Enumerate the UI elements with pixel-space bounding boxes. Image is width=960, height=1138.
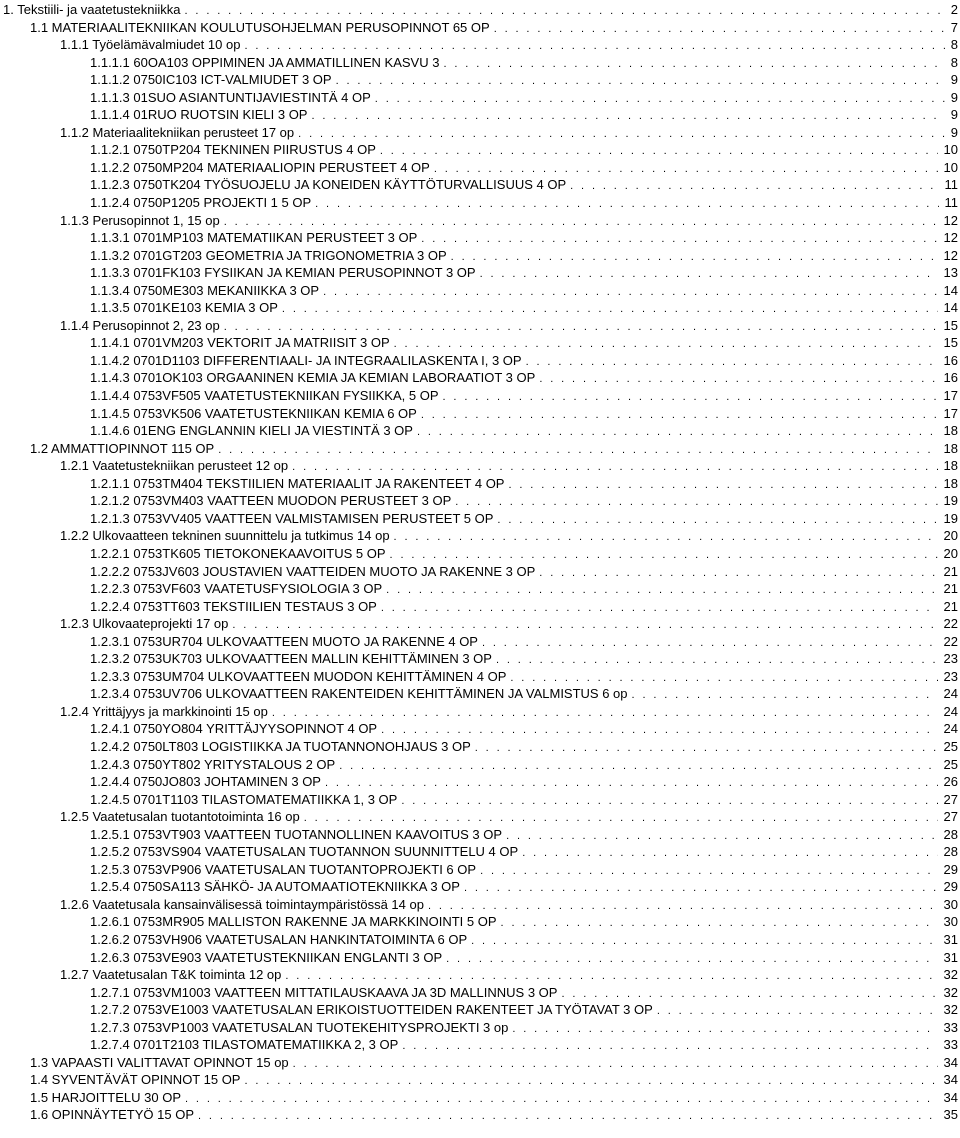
toc-dot-leader <box>539 371 937 387</box>
toc-entry-page-number: 28 <box>943 844 958 860</box>
toc-entry-page-number: 30 <box>943 914 958 930</box>
toc-entry-page-number: 9 <box>950 107 958 123</box>
toc-entry-page-number: 34 <box>943 1089 958 1105</box>
toc-entry-title: 1.1.2.3 0750TK204 TYÖSUOJELU JA KONEIDEN KÄYTTÖTURVALLISUUS 4 OP <box>90 177 567 193</box>
toc-dot-leader <box>446 951 937 967</box>
toc-entry-page-number: 17 <box>943 405 958 421</box>
toc-entry-title: 1.1.4.1 0701VM203 VEKTORIT JA MATRIISIT 3 OP <box>90 335 390 351</box>
toc-entry[interactable] <box>0 668 960 686</box>
toc-dot-leader <box>381 722 937 738</box>
toc-entry-page-number: 24 <box>943 703 958 719</box>
toc-entry-title: 1.1.3.4 0750ME303 MEKANIIKKA 3 OP <box>90 282 320 298</box>
toc-entry-title: 1.2.2 Ulkovaatteen tekninen suunnittelu ja tutkimus 14 op <box>60 528 390 544</box>
toc-dot-leader <box>293 1056 938 1072</box>
toc-dot-leader <box>561 986 937 1002</box>
toc-dot-leader <box>402 1038 937 1054</box>
toc-entry-title: 1.1.4.6 01ENG ENGLANNIN KIELI JA VIESTINTÄ 3 OP <box>90 423 413 439</box>
toc-entry-page-number: 12 <box>943 230 958 246</box>
toc-dot-leader <box>501 915 938 931</box>
toc-entry[interactable] <box>0 124 960 142</box>
toc-entry[interactable] <box>0 1036 960 1054</box>
toc-entry-page-number: 29 <box>943 861 958 877</box>
toc-entry-page-number: 9 <box>950 89 958 105</box>
toc-entry-page-number: 19 <box>943 493 958 509</box>
toc-entry-page-number: 8 <box>950 54 958 70</box>
toc-entry-page-number: 24 <box>943 721 958 737</box>
toc-entry[interactable] <box>0 598 960 616</box>
toc-dot-leader <box>632 687 938 703</box>
toc-dot-leader <box>401 793 937 809</box>
toc-dot-leader <box>443 389 938 405</box>
toc-entry[interactable] <box>0 1019 960 1037</box>
toc-dot-leader <box>570 178 938 194</box>
toc-dot-leader <box>339 758 937 774</box>
toc-entry-page-number: 17 <box>943 388 958 404</box>
toc-entry[interactable] <box>0 615 960 633</box>
toc-entry[interactable] <box>0 212 960 230</box>
toc-entry-page-number: 18 <box>943 440 958 456</box>
toc-entry[interactable] <box>0 720 960 738</box>
toc-dot-leader <box>482 635 938 651</box>
toc-entry-page-number: 31 <box>943 931 958 947</box>
toc-dot-leader <box>475 740 938 756</box>
toc-entry[interactable] <box>0 475 960 493</box>
toc-entry[interactable] <box>0 387 960 405</box>
toc-entry[interactable] <box>0 229 960 247</box>
toc-entry[interactable] <box>0 984 960 1002</box>
toc-dot-leader <box>336 73 945 89</box>
toc-dot-leader <box>539 565 937 581</box>
toc-dot-leader <box>381 600 938 616</box>
toc-entry[interactable] <box>0 1054 960 1072</box>
toc-entry-page-number: 11 <box>944 177 958 193</box>
toc-entry-title: 1.2.3.4 0753UV706 ULKOVAATTEEN RAKENTEIDEN KEHITTÄMINEN JA VALMISTUS 6 op <box>90 686 628 702</box>
toc-dot-leader <box>380 143 938 159</box>
toc-dot-leader <box>421 231 937 247</box>
toc-entry-page-number: 15 <box>943 335 958 351</box>
toc-entry-title: 1.1.2.1 0750TP204 TEKNINEN PIIRUSTUS 4 OP <box>90 142 376 158</box>
toc-entry-title: 1.2.7 Vaatetusalan T&K toiminta 12 op <box>60 967 282 983</box>
toc-entry-title: 1.1.3.1 0701MP103 MATEMATIIKAN PERUSTEET 3 OP <box>90 230 418 246</box>
toc-entry-page-number: 25 <box>943 756 958 772</box>
toc-entry-title: 1.1.1.3 01SUO ASIANTUNTIJAVIESTINTÄ 4 OP <box>90 89 371 105</box>
toc-entry-page-number: 29 <box>943 879 958 895</box>
toc-entry-title: 1.1.3.5 0701KE103 KEMIA 3 OP <box>90 300 278 316</box>
toc-dot-leader <box>428 898 938 914</box>
toc-entry[interactable] <box>0 545 960 563</box>
toc-entry[interactable] <box>0 861 960 879</box>
toc-entry-title: 1. Tekstiili- ja vaatetustekniikka <box>3 2 181 17</box>
toc-entry-page-number: 18 <box>943 423 958 439</box>
toc-entry-page-number: 20 <box>943 528 958 544</box>
toc-entry-title: 1.2.1.2 0753VM403 VAATTEEN MUODON PERUSTEET 3 OP <box>90 493 452 509</box>
toc-dot-leader <box>471 933 937 949</box>
toc-dot-leader <box>298 126 945 142</box>
toc-entry-page-number: 15 <box>943 317 958 333</box>
toc-entry[interactable] <box>0 773 960 791</box>
toc-dot-leader <box>417 424 938 440</box>
toc-dot-leader <box>285 968 937 984</box>
toc-dot-leader <box>292 459 937 475</box>
toc-entry[interactable] <box>0 457 960 475</box>
toc-entry[interactable] <box>0 966 960 984</box>
toc-entry[interactable] <box>0 36 960 54</box>
toc-entry[interactable] <box>0 440 960 458</box>
toc-dot-leader <box>394 529 938 545</box>
toc-entry[interactable] <box>0 422 960 440</box>
toc-entry[interactable] <box>0 71 960 89</box>
toc-entry-page-number: 27 <box>943 791 958 807</box>
toc-dot-leader <box>375 91 945 107</box>
toc-entry[interactable] <box>0 369 960 387</box>
toc-entry-page-number: 24 <box>943 686 958 702</box>
toc-dot-leader <box>494 21 945 37</box>
toc-entry-title: 1.2.3.3 0753UM704 ULKOVAATTEEN MUODON KEHITTÄMINEN 4 OP <box>90 668 507 684</box>
toc-entry[interactable] <box>0 826 960 844</box>
toc-dot-leader <box>455 494 937 510</box>
toc-entry-title: 1.2.5.1 0753VT903 VAATTEEN TUOTANNOLLINEN KAAVOITUS 3 OP <box>90 826 503 842</box>
toc-dot-leader <box>282 301 938 317</box>
toc-entry[interactable] <box>0 176 960 194</box>
toc-entry-title: 1.2.1.3 0753VV405 VAATTEEN VALMISTAMISEN PERUSTEET 5 OP <box>90 510 494 526</box>
toc-entry[interactable] <box>0 808 960 826</box>
toc-dot-leader <box>325 775 938 791</box>
toc-entry[interactable] <box>0 1 960 19</box>
toc-entry-title: 1.1.3.2 0701GT203 GEOMETRIA JA TRIGONOMETRIA 3 OP <box>90 247 447 263</box>
toc-dot-leader <box>522 845 937 861</box>
toc-entry-title: 1.1.4.5 0753VK506 VAATETUSTEKNIIKAN KEMIA 6 OP <box>90 405 417 421</box>
toc-entry-title: 1.2.4 Yrittäjyys ja markkinointi 15 op <box>60 703 268 719</box>
toc-entry-title: 1.1.2.4 0750P1205 PROJEKTI 1 5 OP <box>90 195 312 211</box>
toc-entry-title: 1.2.5.2 0753VS904 VAATETUSALAN TUOTANNON SUUNNITTELU 4 OP <box>90 844 519 860</box>
toc-entry[interactable] <box>0 931 960 949</box>
toc-entry-page-number: 13 <box>943 265 958 281</box>
toc-entry-page-number: 9 <box>950 124 958 140</box>
toc-entry-page-number: 14 <box>943 282 958 298</box>
toc-entry-title: 1.2.7.2 0753VE1003 VAATETUSALAN ERIKOISTUOTTEIDEN RAKENTEET JA TYÖTAVAT 3 OP <box>90 1002 653 1018</box>
toc-entry[interactable] <box>0 527 960 545</box>
toc-entry[interactable] <box>0 19 960 37</box>
toc-entry-page-number: 25 <box>943 738 958 754</box>
toc-entry-page-number: 19 <box>943 510 958 526</box>
toc-dot-leader <box>657 1003 938 1019</box>
toc-entry-page-number: 32 <box>943 967 958 983</box>
toc-dot-leader <box>480 266 938 282</box>
toc-entry-title: 1.2.5.3 0753VP906 VAATETUSALAN TUOTANTOPROJEKTI 6 OP <box>90 861 477 877</box>
toc-dot-leader <box>315 196 938 212</box>
toc-dot-leader <box>434 161 938 177</box>
toc-entry-page-number: 2 <box>950 2 958 17</box>
toc-dot-leader <box>198 1108 938 1124</box>
toc-entry-page-number: 31 <box>943 949 958 965</box>
toc-entry[interactable] <box>0 106 960 124</box>
toc-dot-leader <box>232 617 937 633</box>
toc-entry-title: 1.2.6.2 0753VH906 VAATETUSALAN HANKINTATOIMINTA 6 OP <box>90 931 468 947</box>
toc-entry-title: 1.2.3.2 0753UK703 ULKOVAATTEEN MALLIN KEHITTÄMINEN 3 OP <box>90 651 492 667</box>
toc-dot-leader <box>480 863 937 879</box>
toc-dot-leader <box>497 512 937 528</box>
toc-entry[interactable] <box>0 703 960 721</box>
toc-dot-leader <box>386 582 937 598</box>
toc-entry[interactable] <box>0 913 960 931</box>
toc-entry[interactable] <box>0 633 960 651</box>
toc-entry-title: 1.2.2.2 0753JV603 JOUSTAVIEN VAATTEIDEN MUOTO JA RAKENNE 3 OP <box>90 563 536 579</box>
toc-entry-title: 1.2.2.3 0753VF603 VAATETUSFYSIOLOGIA 3 OP <box>90 581 383 597</box>
toc-entry-page-number: 35 <box>943 1107 958 1123</box>
toc-entry-page-number: 30 <box>943 896 958 912</box>
toc-entry-title: 1.1.1 Työelämävalmiudet 10 op <box>60 37 241 53</box>
toc-entry[interactable] <box>0 405 960 423</box>
toc-dot-leader <box>304 810 938 826</box>
toc-entry-title: 1.2.4.3 0750YT802 YRITYSTALOUS 2 OP <box>90 756 336 772</box>
toc-entry[interactable] <box>0 510 960 528</box>
toc-entry-title: 1.2.3 Ulkovaateprojekti 17 op <box>60 616 229 632</box>
toc-dot-leader <box>224 319 938 335</box>
toc-entry[interactable] <box>0 843 960 861</box>
toc-entry-page-number: 16 <box>943 370 958 386</box>
toc-entry-page-number: 18 <box>943 458 958 474</box>
toc-entry-page-number: 28 <box>943 826 958 842</box>
toc-dot-leader <box>451 249 938 265</box>
toc-entry-title: 1.2.6 Vaatetusala kansainvälisessä toimintaympäristössä 14 op <box>60 896 424 912</box>
toc-entry[interactable] <box>0 492 960 510</box>
toc-dot-leader <box>464 880 938 896</box>
toc-entry[interactable] <box>0 334 960 352</box>
toc-dot-leader <box>224 214 938 230</box>
toc-entry-page-number: 34 <box>943 1072 958 1088</box>
toc-entry-title: 1.2.7.1 0753VM1003 VAATTEEN MITTATILAUSKAAVA JA 3D MALLINNUS 3 OP <box>90 984 558 1000</box>
toc-entry-title: 1.1.4.3 0701OK103 ORGAANINEN KEMIA JA KEMIAN LABORAATIOT 3 OP <box>90 370 536 386</box>
toc-dot-leader <box>244 1073 937 1089</box>
toc-dot-leader <box>510 670 937 686</box>
toc-entry-title: 1.2.7.4 0701T2103 TILASTOMATEMATIIKKA 2, 3 OP <box>90 1037 399 1053</box>
toc-entry[interactable] <box>0 756 960 774</box>
toc-dot-leader <box>526 354 938 370</box>
toc-entry-page-number: 34 <box>943 1054 958 1070</box>
toc-entry[interactable] <box>0 580 960 598</box>
toc-entry-page-number: 23 <box>943 668 958 684</box>
toc-entry-title: 1.1.4 Perusopinnot 2, 23 op <box>60 317 220 333</box>
toc-entry[interactable] <box>0 563 960 581</box>
toc-entry[interactable] <box>0 282 960 300</box>
toc-entry-title: 1.1.2 Materiaalitekniikan perusteet 17 op <box>60 124 295 140</box>
toc-entry-page-number: 21 <box>943 581 958 597</box>
toc-entry-page-number: 32 <box>943 984 958 1000</box>
toc-entry[interactable] <box>0 264 960 282</box>
toc-entry-title: 1.1.1.4 01RUO RUOTSIN KIELI 3 OP <box>90 107 308 123</box>
toc-entry[interactable] <box>0 1089 960 1107</box>
toc-entry-page-number: 16 <box>943 352 958 368</box>
toc-entry-title: 1.1.2.2 0750MP204 MATERIAALIOPIN PERUSTEET 4 OP <box>90 159 430 175</box>
toc-entry-page-number: 18 <box>943 475 958 491</box>
toc-entry-title: 1.1.1.1 60OA103 OPPIMINEN JA AMMATILLINEN KASVU 3 <box>90 54 440 70</box>
toc-entry-title: 1.1.3.3 0701FK103 FYSIIKAN JA KEMIAN PERUSOPINNOT 3 OP <box>90 265 476 281</box>
toc-entry-title: 1.2 AMMATTIOPINNOT 115 OP <box>30 440 215 456</box>
toc-dot-leader <box>443 56 944 72</box>
toc-entry[interactable] <box>0 896 960 914</box>
toc-entry-page-number: 10 <box>943 159 958 175</box>
toc-dot-leader <box>512 1021 937 1037</box>
toc-entry-page-number: 9 <box>950 72 958 88</box>
toc-entry[interactable] <box>0 159 960 177</box>
toc-entry-page-number: 21 <box>943 563 958 579</box>
toc-entry-page-number: 10 <box>943 142 958 158</box>
toc-entry-page-number: 12 <box>943 247 958 263</box>
toc-entry-title: 1.2.5 Vaatetusalan tuotantotoiminta 16 op <box>60 809 300 825</box>
toc-entry-title: 1.2.4.5 0701T1103 TILASTOMATEMATIIKKA 1, 3 OP <box>90 791 398 807</box>
toc-entry-title: 1.2.4.1 0750YO804 YRITTÄJYYSOPINNOT 4 OP <box>90 721 378 737</box>
toc-entry-title: 1.1 MATERIAALITEKNIIKAN KOULUTUSOHJELMAN PERUSOPINNOT 65 OP <box>30 19 490 35</box>
toc-entry-page-number: 32 <box>943 1002 958 1018</box>
toc-entry-page-number: 20 <box>943 545 958 561</box>
toc-entry[interactable] <box>0 1106 960 1124</box>
toc-dot-leader <box>496 652 938 668</box>
toc-entry-page-number: 22 <box>943 616 958 632</box>
toc-entry[interactable] <box>0 791 960 809</box>
toc-entry-page-number: 11 <box>944 195 958 211</box>
toc-entry[interactable] <box>0 141 960 159</box>
toc-entry-title: 1.2.6.1 0753MR905 MALLISTON RAKENNE JA MARKKINOINTI 5 OP <box>90 914 497 930</box>
toc-entry[interactable] <box>0 685 960 703</box>
toc-entry-page-number: 21 <box>943 598 958 614</box>
toc-dot-leader <box>508 477 937 493</box>
toc-entry-page-number: 8 <box>950 37 958 53</box>
toc-entry-title: 1.1.4.4 0753VF505 VAATETUSTEKNIIKAN FYSIIKKA, 5 OP <box>90 388 439 404</box>
toc-dot-leader <box>394 336 938 352</box>
toc-entry-title: 1.2.4.4 0750JO803 JOHTAMINEN 3 OP <box>90 774 321 790</box>
toc-entry[interactable] <box>0 317 960 335</box>
toc-entry-title: 1.2.4.2 0750LT803 LOGISTIIKKA JA TUOTANNONOHJAUS 3 OP <box>90 738 471 754</box>
toc-dot-leader <box>272 705 938 721</box>
toc-dot-leader <box>244 38 944 54</box>
toc-entry-page-number: 33 <box>943 1019 958 1035</box>
toc-entry[interactable] <box>0 299 960 317</box>
toc-dot-leader <box>390 547 938 563</box>
toc-entry[interactable] <box>0 878 960 896</box>
toc-entry-title: 1.2.3.1 0753UR704 ULKOVAATTEEN MUOTO JA RAKENNE 4 OP <box>90 633 478 649</box>
toc-entry[interactable] <box>0 194 960 212</box>
toc-entry-title: 1.2.1 Vaatetustekniikan perusteet 12 op <box>60 458 289 474</box>
toc-entry-page-number: 12 <box>943 212 958 228</box>
toc-entry-title: 1.2.2.4 0753TT603 TEKSTIILIEN TESTAUS 3 OP <box>90 598 377 614</box>
toc-entry[interactable] <box>0 650 960 668</box>
toc-entry[interactable] <box>0 89 960 107</box>
toc-entry-title: 1.2.7.3 0753VP1003 VAATETUSALAN TUOTEKEHITYSPROJEKTI 3 op <box>90 1019 509 1035</box>
toc-entry-title: 1.5 HARJOITTELU 30 OP <box>30 1089 181 1105</box>
toc-entry[interactable] <box>0 54 960 72</box>
toc-entry-title: 1.2.5.4 0750SA113 SÄHKÖ- JA AUTOMAATIOTEKNIIKKA 3 OP <box>90 879 460 895</box>
toc-entry-page-number: 23 <box>943 651 958 667</box>
toc-entry[interactable] <box>0 1071 960 1089</box>
toc-dot-leader <box>311 108 944 124</box>
toc-entry-title: 1.4 SYVENTÄVÄT OPINNOT 15 OP <box>30 1072 241 1088</box>
toc-entry-page-number: 33 <box>943 1037 958 1053</box>
toc-entry-page-number: 7 <box>950 19 958 35</box>
toc-entry-page-number: 14 <box>943 300 958 316</box>
toc-entry-title: 1.1.3 Perusopinnot 1, 15 op <box>60 212 220 228</box>
toc-entry[interactable] <box>0 247 960 265</box>
toc-entry-title: 1.1.1.2 0750IC103 ICT-VALMIUDET 3 OP <box>90 72 332 88</box>
toc-entry-title: 1.2.2.1 0753TK605 TIETOKONEKAAVOITUS 5 OP <box>90 545 386 561</box>
toc-entry[interactable] <box>0 1001 960 1019</box>
toc-dot-leader <box>323 284 937 300</box>
toc-dot-leader <box>506 828 937 844</box>
toc-dot-leader <box>421 407 938 423</box>
toc-entry-title: 1.1.4.2 0701D1103 DIFFERENTIAALI- JA INTEGRAALILASKENTA I, 3 OP <box>90 352 522 368</box>
toc-dot-leader <box>185 3 945 19</box>
toc-entry-title: 1.2.1.1 0753TM404 TEKSTIILIEN MATERIAALIT JA RAKENTEET 4 OP <box>90 475 505 491</box>
toc-entry[interactable] <box>0 352 960 370</box>
toc-entry-title: 1.6 OPINNÄYTETYÖ 15 OP <box>30 1107 194 1123</box>
toc-entry-title: 1.3 VAPAASTI VALITTAVAT OPINNOT 15 op <box>30 1054 289 1070</box>
toc-entry-page-number: 22 <box>943 633 958 649</box>
toc-entry-page-number: 27 <box>943 809 958 825</box>
toc-entry[interactable] <box>0 949 960 967</box>
toc-dot-leader <box>218 442 937 458</box>
toc-entry-title: 1.2.6.3 0753VE903 VAATETUSTEKNIIKAN ENGLANTI 3 OP <box>90 949 443 965</box>
toc-entry-page-number: 26 <box>943 774 958 790</box>
toc-dot-leader <box>185 1091 938 1107</box>
toc-entry[interactable] <box>0 738 960 756</box>
